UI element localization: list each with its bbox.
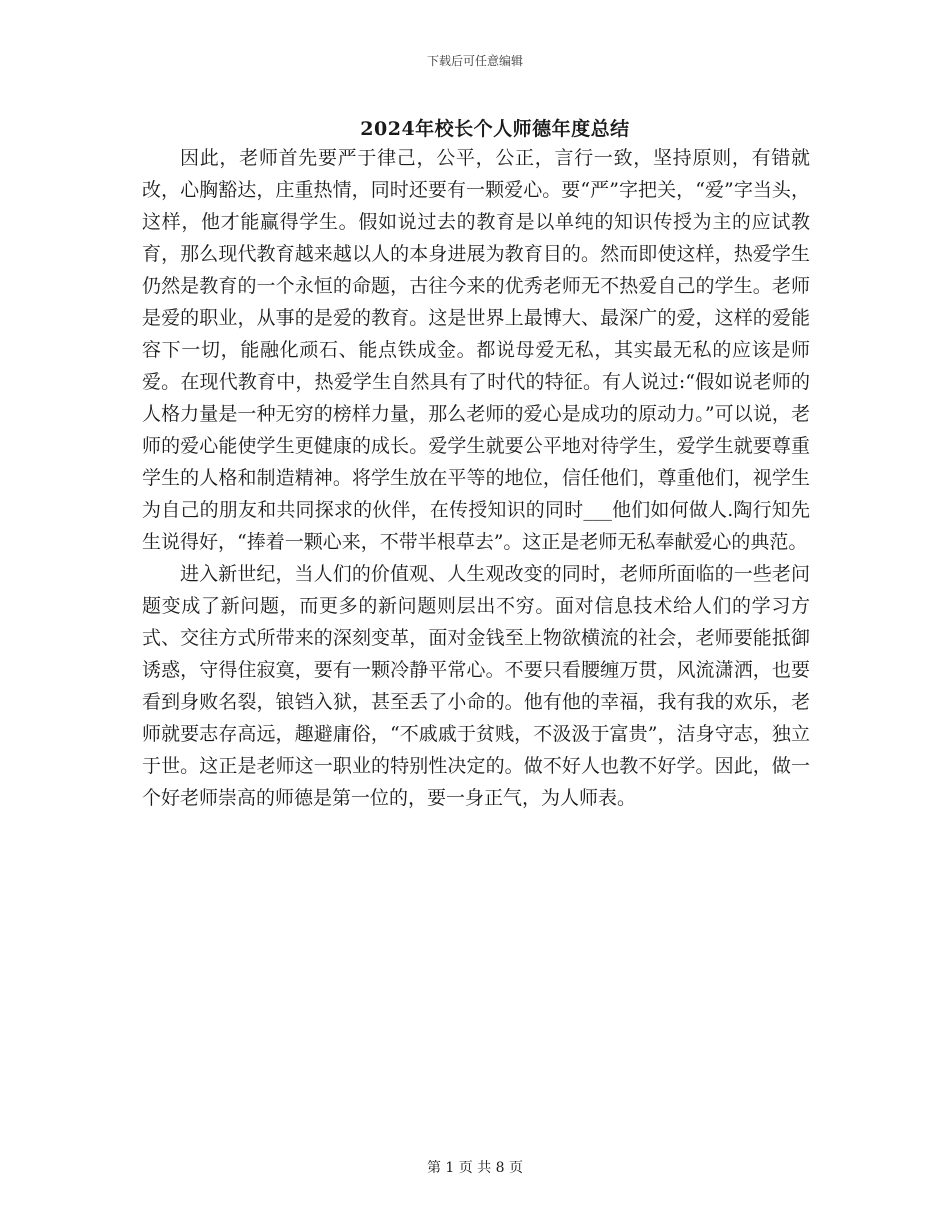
document-title: 2024年校长个人师德年度总结 bbox=[360, 118, 630, 140]
page-header-note: 下载后可任意编辑 bbox=[426, 54, 523, 68]
document-body bbox=[142, 142, 810, 814]
body-paragraph-1: 因此，老师首先要严于律己，公平，公正，言行一致，坚持原则，有错就改，心胸豁达，庄重热情，同时还要有一颗爱心。要“严”字把关，“爱”字当头，这样，他才能赢得学生。假如说过去的教育是以单纯的知识传授为主的应试教育，那么现代教育越来越以人的本身进展为教育目的。然而即使这样，热爱学生仍然是教育的一个永恒的命题，古往今来的优秀老师无不热爱自己的学生。老师是爱的职业，从事的是爱的教育。这是世界上最博大、最深广的爱，这样的爱能容下一切，能融化顽石、能点铁成金。都说母爱无私，其实最无私的应该是师爱。在现代教育中，热爱学生自然具有了时代的特征。有人说过:“假如说老师的人格力量是一种无穷的榜样力量，那么老师的爱心是成功的原动力。”可以说，老师的爱心能使学生更健康的成长。爱学生就要公平地对待学生，爱学生就要尊重学生的人格和制造精神。将学生放在平等的地位，信任他们，尊重他们，视学生为自己的朋友和共同探求的伙伴，在传授知识的同时___他们如何做人.陶行知先生说得好，“捧着一颗心来，不带半根草去”。这正是老师无私奉献爱心的典范。 bbox=[142, 147, 810, 553]
body-paragraph-2: 进入新世纪，当人们的价值观、人生观改变的同时，老师所面临的一些老问题变成了新问题，而更多的新问题则层出不穷。面对信息技术给人们的学习方式、交往方式所带来的深刻变革，面对金钱至上物欲横流的社会，老师要能抵御诱惑，守得住寂寞，要有一颗冷静平常心。不要只看腰缠万贯，风流潇洒，也要看到身败名裂，锒铛入狱，甚至丢了小命的。他有他的幸福，我有我的欢乐，老师就要志存高远，趣避庸俗，“不戚戚于贫贱，不汲汲于富贵”，洁身守志，独立于世。这正是老师这一职业的特别性决定的。做不好人也教不好学。因此，做一个好老师崇高的师德是第一位的，要一身正气，为人师表。 bbox=[142, 563, 810, 809]
page-number: 第 1 页 共 8 页 bbox=[426, 1160, 524, 1176]
